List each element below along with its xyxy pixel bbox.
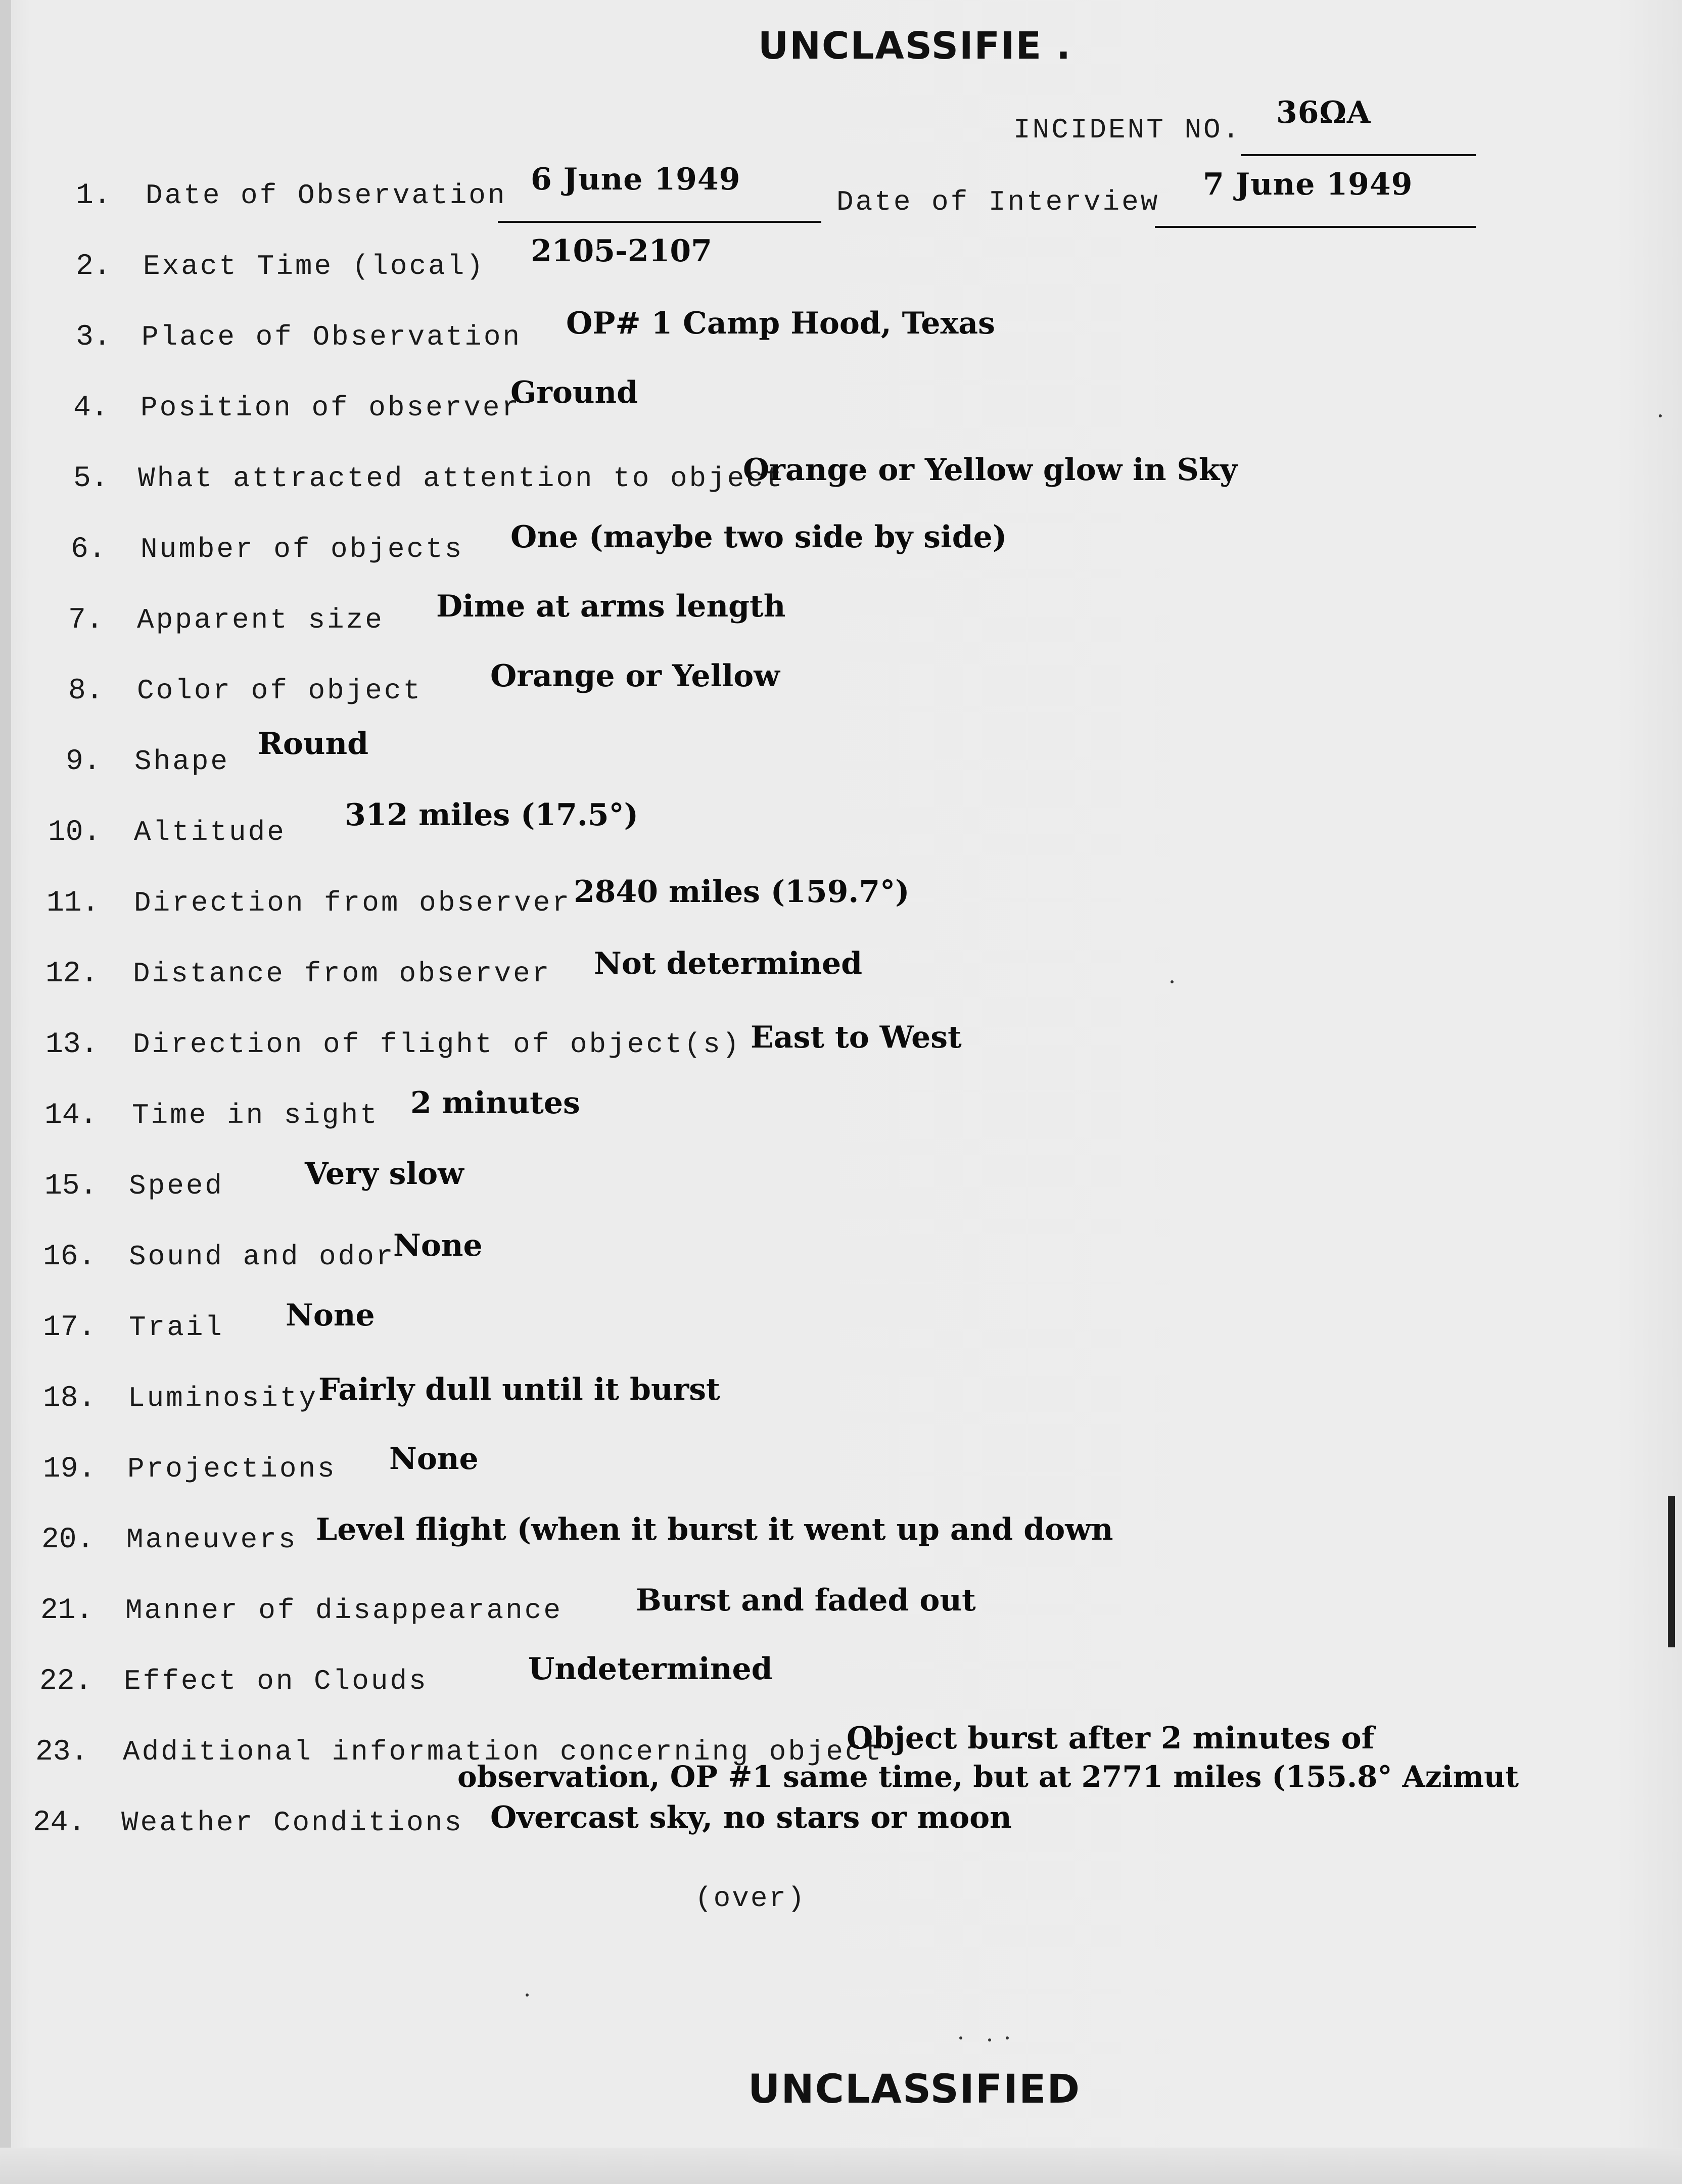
item-number: 11. [46, 887, 100, 920]
field-label: Shape [134, 745, 230, 778]
field-label: Place of Observation [142, 321, 522, 353]
field-value: 2840 miles (159.7°) [574, 874, 910, 910]
field-value: Not determined [594, 946, 863, 981]
item-number: 15. [44, 1170, 98, 1203]
field-label: Additional information concerning object [123, 1736, 883, 1768]
field-value: None [393, 1228, 483, 1263]
item-number: 19. [43, 1453, 96, 1486]
scan-speck [1659, 414, 1662, 417]
item-number: 23. [35, 1736, 88, 1769]
item-number: 6. [71, 533, 106, 566]
scan-speck [1171, 980, 1174, 983]
field-label: Luminosity [128, 1382, 318, 1414]
over-note: (over) [695, 1882, 806, 1915]
incident-number: 36ΩA [1276, 95, 1371, 130]
item-number: 12. [45, 958, 99, 990]
item-number: 3. [76, 321, 111, 354]
field-label: Trail [129, 1311, 224, 1344]
date-interview-label: Date of Interview [836, 186, 1160, 218]
scan-right-mark [1668, 1496, 1675, 1647]
item-number: 4. [73, 392, 109, 424]
field-value: Round [258, 726, 369, 762]
item-number: 17. [43, 1311, 96, 1344]
field-value-continued: observation, OP #1 same time, but at 2771 miles (155.8° Azimut [457, 1760, 1519, 1794]
field-value: Level flight (when it burst it went up and down [316, 1512, 1113, 1547]
field-label: What attracted attention to object [138, 462, 784, 495]
field-label: Apparent size [137, 604, 384, 636]
item-number: 24. [33, 1807, 86, 1839]
field-value: Orange or Yellow glow in Sky [743, 452, 1238, 488]
incident-label: INCIDENT NO. [1013, 114, 1242, 146]
date-observation-value: 6 June 1949 [531, 162, 741, 197]
field-value: East to West [751, 1020, 962, 1055]
item-number: 20. [41, 1524, 95, 1556]
field-value: Dime at arms length [436, 589, 786, 624]
field-label: Weather Conditions [121, 1807, 463, 1839]
item-number: 8. [68, 675, 104, 707]
item-number: 7. [68, 604, 104, 637]
field-label: Speed [129, 1170, 224, 1202]
date-observation-underline [498, 221, 821, 223]
field-value: Burst and faded out [636, 1583, 976, 1618]
classification-stamp-bottom: UNCLASSIFIED [748, 2067, 1081, 2112]
field-value: Undetermined [528, 1651, 773, 1687]
field-value: Very slow [305, 1156, 464, 1192]
field-value: Fairly dull until it burst [318, 1372, 720, 1407]
item-number: 1. [76, 179, 111, 212]
field-label: Exact Time (local) [143, 250, 485, 282]
field-value: Overcast sky, no stars or moon [490, 1800, 1012, 1835]
scan-speck [988, 2038, 991, 2041]
scan-left-edge [0, 0, 11, 2184]
date-observation-label: Date of Observation [146, 179, 507, 212]
classification-stamp-top: UNCLASSIFIE . [758, 24, 1072, 68]
scan-bottom-edge [0, 2148, 1682, 2184]
field-label: Distance from observer [133, 958, 551, 990]
item-number: 2. [76, 250, 111, 283]
item-number: 22. [39, 1665, 92, 1698]
field-value: Orange or Yellow [490, 658, 780, 694]
field-label: Altitude [134, 816, 286, 848]
field-label: Position of observer [141, 392, 521, 424]
item-number: 5. [73, 462, 109, 495]
field-label: Color of object [137, 675, 423, 707]
date-interview-underline [1155, 226, 1476, 228]
field-label: Sound and odor [129, 1241, 395, 1273]
field-label: Direction of flight of object(s) [133, 1028, 741, 1061]
field-value: None [286, 1298, 375, 1333]
field-label: Projections [127, 1453, 337, 1485]
scan-speck [1006, 2036, 1009, 2039]
field-value: OP# 1 Camp Hood, Texas [566, 306, 995, 341]
item-number: 14. [44, 1099, 98, 1132]
field-label: Time in sight [132, 1099, 379, 1131]
item-number: 10. [48, 816, 101, 849]
scan-speck [959, 2036, 962, 2039]
field-value: One (maybe two side by side) [510, 519, 1007, 555]
field-label: Number of objects [141, 533, 464, 565]
item-number: 9. [66, 745, 101, 778]
field-value: 2105-2107 [531, 233, 712, 269]
field-value: Object burst after 2 minutes of [847, 1721, 1375, 1756]
field-value: 2 minutes [410, 1085, 580, 1121]
field-value: 312 miles (17.5°) [345, 797, 638, 833]
field-value: Ground [510, 375, 638, 410]
field-label: Manner of disappearance [125, 1594, 563, 1627]
field-label: Effect on Clouds [124, 1665, 428, 1697]
incident-underline [1241, 154, 1476, 156]
scan-speck [526, 1993, 529, 1997]
field-label: Direction from observer [134, 887, 571, 919]
item-number: 13. [45, 1028, 99, 1061]
field-label: Maneuvers [126, 1524, 298, 1556]
date-interview-value: 7 June 1949 [1203, 167, 1413, 202]
item-number: 18. [43, 1382, 96, 1415]
field-value: None [389, 1441, 479, 1477]
item-number: 16. [43, 1241, 96, 1273]
item-number: 21. [40, 1594, 94, 1627]
